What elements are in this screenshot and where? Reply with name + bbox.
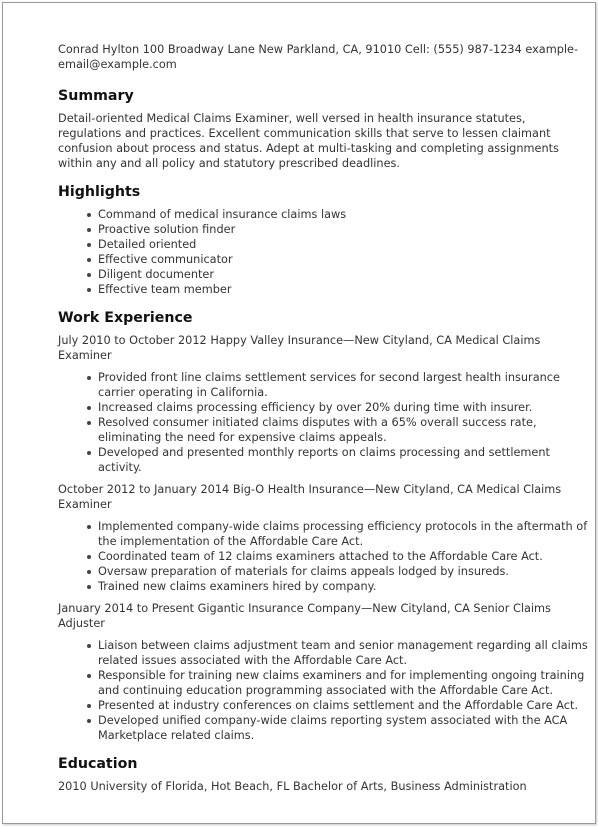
resume-content bbox=[58, 42, 590, 806]
job-header: July 2010 to October 2012 Happy Valley Insurance—New Cityland, CA Medical Claims Examiner bbox=[58, 334, 541, 362]
highlights-section bbox=[58, 183, 590, 297]
experience-section bbox=[58, 309, 590, 743]
job-bullets bbox=[58, 370, 590, 475]
job-bullet: Coordinated team of 12 claims examiners attached to the Affordable Care Act. bbox=[98, 549, 590, 564]
highlight-item: Effective communicator bbox=[98, 252, 590, 267]
highlights-list bbox=[58, 207, 590, 297]
job-bullet: Implemented company-wide claims processing efficiency protocols in the aftermath of the implementation of the Affordable Care Act. bbox=[98, 519, 590, 549]
job-bullet: Developed unified company-wide claims reporting system associated with the ACA Marketplace related claims. bbox=[98, 713, 590, 743]
job-bullet: Liaison between claims adjustment team and senior management regarding all claims related issues associated with the Affordable Care Act. bbox=[98, 638, 590, 668]
job-bullet: Presented at industry conferences on claims settlement and the Affordable Care Act. bbox=[98, 698, 590, 713]
job-entry bbox=[58, 482, 590, 594]
job-bullet: Resolved consumer initiated claims disputes with a 65% overall success rate, eliminating the need for expensive claims appeals. bbox=[98, 415, 590, 445]
education-text: 2010 University of Florida, Hot Beach, FL Bachelor of Arts, Business Administration bbox=[58, 780, 527, 793]
highlight-item: Command of medical insurance claims laws bbox=[98, 207, 590, 222]
highlight-item: Effective team member bbox=[98, 282, 590, 297]
summary-heading: Summary bbox=[58, 88, 134, 104]
job-header: October 2012 to January 2014 Big-O Health Insurance—New Cityland, CA Medical Claims Examiner bbox=[58, 483, 562, 511]
highlight-item: Diligent documenter bbox=[98, 267, 590, 282]
experience-heading: Work Experience bbox=[58, 310, 193, 326]
highlight-item: Proactive solution finder bbox=[98, 222, 590, 237]
highlight-item: Detailed oriented bbox=[98, 237, 590, 252]
contact-info: Conrad Hylton 100 Broadway Lane New Parkland, CA, 91010 Cell: (555) 987-1234 example-email@example.com bbox=[58, 43, 579, 71]
summary-text: Detail-oriented Medical Claims Examiner, well versed in health insurance statutes, regulations and practices. Excellent communication skills that serve to lessen claimant confusion about process and status. Adept at multi-tasking and completing assignments within any and all policy and statutory prescribed deadlines. bbox=[58, 112, 559, 170]
resume-page bbox=[2, 2, 596, 824]
job-bullet: Trained new claims examiners hired by company. bbox=[98, 579, 590, 594]
job-bullet: Oversaw preparation of materials for claims appeals lodged by insureds. bbox=[98, 564, 590, 579]
job-bullets bbox=[58, 638, 590, 743]
job-header: January 2014 to Present Gigantic Insurance Company—New Cityland, CA Senior Claims Adjuster bbox=[58, 602, 551, 630]
job-bullets bbox=[58, 519, 590, 594]
job-bullet: Developed and presented monthly reports on claims processing and settlement activity. bbox=[98, 445, 590, 475]
job-bullet: Increased claims processing efficiency by over 20% during time with insurer. bbox=[98, 400, 590, 415]
job-entry bbox=[58, 333, 590, 475]
education-heading: Education bbox=[58, 756, 138, 772]
education-section bbox=[58, 755, 590, 794]
job-entry bbox=[58, 601, 590, 743]
job-bullet: Provided front line claims settlement services for second largest health insurance carrier operating in California. bbox=[98, 370, 590, 400]
job-bullet: Responsible for training new claims examiners and for implementing ongoing training and continuing education programming associated with the Affordable Care Act. bbox=[98, 668, 590, 698]
summary-section bbox=[58, 87, 590, 171]
highlights-heading: Highlights bbox=[58, 184, 141, 200]
